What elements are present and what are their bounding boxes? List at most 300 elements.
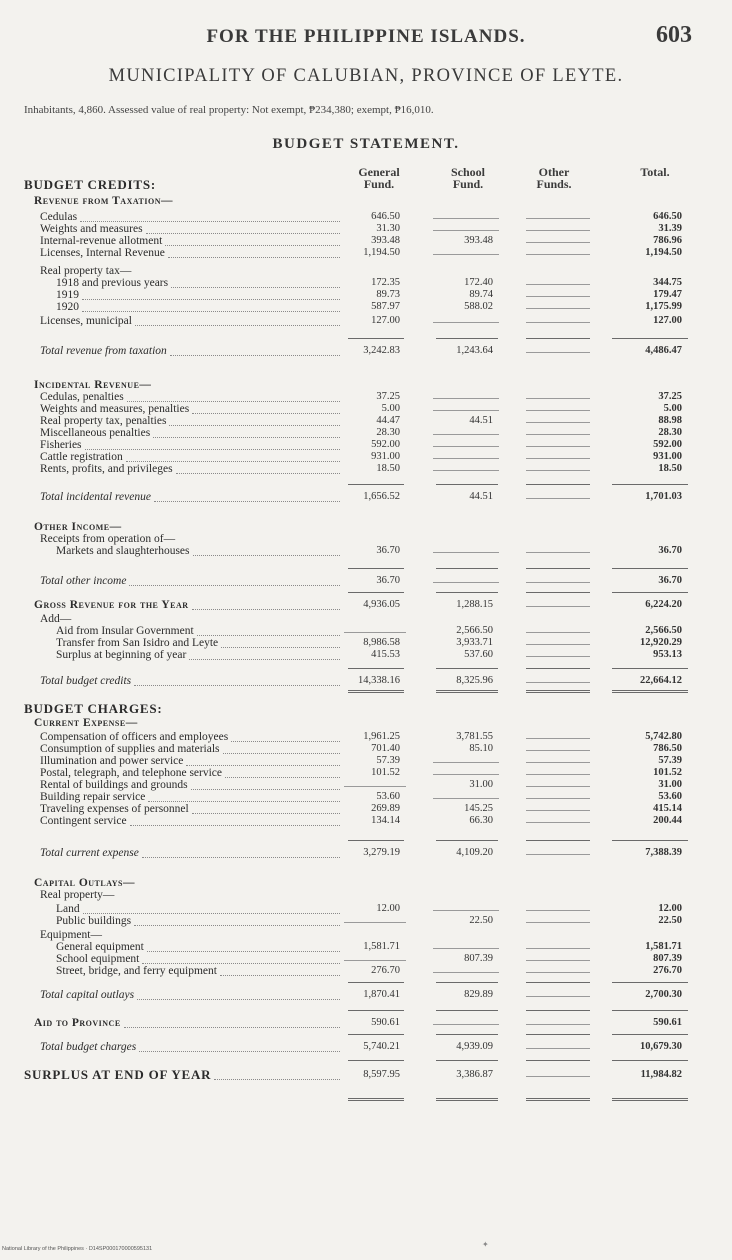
blank-other <box>526 738 590 739</box>
value-general: 5.00 <box>381 403 400 414</box>
value-total: 415.14 <box>653 803 682 814</box>
blank-other <box>526 682 590 683</box>
table-row <box>0 648 732 662</box>
row-label: Illumination and power service <box>40 755 184 767</box>
row-label: Aid from Insular Government <box>56 625 194 637</box>
blank-other <box>526 470 590 471</box>
value-total: 57.39 <box>658 755 682 766</box>
value-total: 12.00 <box>658 903 682 914</box>
dot-leader <box>176 473 340 474</box>
municipality-title: MUNICIPALITY OF CALUBIAN, PROVINCE OF LEYTE. <box>108 66 624 86</box>
blank-other <box>526 410 590 411</box>
blank-school <box>433 762 499 763</box>
row-label: Consumption of supplies and materials <box>40 743 220 755</box>
blank-other <box>526 762 590 763</box>
blank-school <box>433 948 499 949</box>
value-general: 393.48 <box>371 235 400 246</box>
value-school: 172.40 <box>464 277 493 288</box>
blank-school <box>433 552 499 553</box>
row-label: Rental of buildings and grounds <box>40 779 188 791</box>
value-school: 807.39 <box>464 953 493 964</box>
row-label: Real property tax— <box>40 265 132 277</box>
value-general: 127.00 <box>371 315 400 326</box>
sum-rule <box>436 592 498 593</box>
blank-school <box>433 230 499 231</box>
value-general: 53.60 <box>376 791 400 802</box>
blank-other <box>526 606 590 607</box>
value-general: 931.00 <box>371 451 400 462</box>
table-row <box>0 914 732 928</box>
value-general: 57.39 <box>376 755 400 766</box>
sum-rule <box>612 840 688 841</box>
dot-leader <box>192 609 340 610</box>
blank-school <box>433 798 499 799</box>
value-total: 127.00 <box>653 315 682 326</box>
row-label: Public buildings <box>56 915 132 927</box>
dot-leader <box>220 975 340 976</box>
row-label: SURPLUS AT END OF YEAR <box>24 1067 212 1082</box>
blank-other <box>526 750 590 751</box>
dot-leader <box>139 1051 340 1052</box>
table-row <box>0 814 732 828</box>
sum-rule <box>348 1098 404 1101</box>
blank-school <box>433 218 499 219</box>
value-school: 44.51 <box>469 415 493 426</box>
sum-rule <box>348 982 404 983</box>
value-general: 5,740.21 <box>363 1041 400 1052</box>
value-school: 4,109.20 <box>456 847 493 858</box>
value-school: 2,566.50 <box>456 625 493 636</box>
blank-other <box>526 322 590 323</box>
row-label: Surplus at beginning of year <box>56 649 187 661</box>
value-general: 1,581.71 <box>363 941 400 952</box>
value-school: 44.51 <box>469 491 493 502</box>
sum-rule <box>348 338 404 339</box>
blank-other <box>526 254 590 255</box>
col-school: School Fund. <box>450 165 485 191</box>
blank-other <box>526 960 590 961</box>
table-row <box>0 964 732 978</box>
total-row <box>0 1040 732 1054</box>
sum-rule <box>526 1034 590 1035</box>
value-total: 276.70 <box>653 965 682 976</box>
value-total: 36.70 <box>658 575 682 586</box>
row-label: Rents, profits, and privileges <box>40 463 173 475</box>
row-label: Gross Revenue for the Year <box>34 599 189 611</box>
sum-rule <box>612 982 688 983</box>
sum-rule <box>436 690 498 693</box>
blank-other <box>526 296 590 297</box>
section-row <box>0 178 732 192</box>
row-label: Receipts from operation of— <box>40 533 176 545</box>
row-label: Miscellaneous penalties <box>40 427 151 439</box>
sum-rule <box>436 668 498 669</box>
section-row <box>0 702 732 716</box>
value-total: 11,984.82 <box>640 1069 682 1080</box>
sum-rule <box>436 1098 498 1101</box>
value-school: 31.00 <box>469 779 493 790</box>
dot-leader <box>137 999 340 1000</box>
value-total: 807.39 <box>653 953 682 964</box>
sum-rule <box>526 690 590 693</box>
blank-other <box>526 352 590 353</box>
sum-rule <box>348 690 404 693</box>
blank-other <box>526 774 590 775</box>
table-row <box>0 246 732 260</box>
value-total: 953.13 <box>653 649 682 660</box>
table-row <box>0 314 732 328</box>
value-total: 592.00 <box>653 439 682 450</box>
sum-rule <box>526 1060 590 1061</box>
row-label: 1918 and previous years <box>56 277 169 289</box>
value-school: 89.74 <box>469 289 493 300</box>
row-label: Street, bridge, and ferry equipment <box>56 965 217 977</box>
value-general: 269.89 <box>371 803 400 814</box>
value-general: 1,194.50 <box>363 247 400 258</box>
dot-leader <box>82 311 340 312</box>
blank-other <box>526 308 590 309</box>
row-label: Total incidental revenue <box>40 491 151 503</box>
table-row <box>0 462 732 476</box>
value-general: 4,936.05 <box>363 599 400 610</box>
blank-other <box>526 922 590 923</box>
blank-other <box>526 398 590 399</box>
blank-general <box>344 960 406 961</box>
blank-other <box>526 242 590 243</box>
row-label: Traveling expenses of personnel <box>40 803 189 815</box>
population-line: Inhabitants, 4,860. Assessed value of real property: Not exempt, ₱234,380; exempt, ₱16,010. <box>24 104 434 116</box>
total-row <box>0 674 732 688</box>
blank-school <box>433 582 499 583</box>
sum-rule <box>526 1098 590 1101</box>
value-school: 3,386.87 <box>456 1069 493 1080</box>
value-general: 276.70 <box>371 965 400 976</box>
sum-rule <box>348 484 404 485</box>
row-label: General equipment <box>56 941 144 953</box>
blank-other <box>526 1076 590 1077</box>
sum-rule <box>612 1010 688 1011</box>
row-label: Aid to Province <box>34 1017 121 1029</box>
value-school: 1,288.15 <box>456 599 493 610</box>
statement-title: BUDGET STATEMENT. <box>272 136 460 152</box>
blank-other <box>526 972 590 973</box>
value-general: 172.35 <box>371 277 400 288</box>
value-school: 393.48 <box>464 235 493 246</box>
total-row <box>0 846 732 860</box>
value-school: 8,325.96 <box>456 675 493 686</box>
blank-other <box>526 230 590 231</box>
value-general: 415.53 <box>371 649 400 660</box>
blank-school <box>433 1024 499 1025</box>
total-row <box>0 344 732 358</box>
dot-leader <box>154 501 340 502</box>
value-total: 786.96 <box>653 235 682 246</box>
sum-rule <box>526 568 590 569</box>
blank-school <box>433 434 499 435</box>
dot-leader <box>134 685 340 686</box>
sum-rule <box>436 1034 498 1035</box>
row-label: 1920 <box>56 301 79 313</box>
value-school: 22.50 <box>469 915 493 926</box>
sum-rule <box>348 1010 404 1011</box>
value-general: 3,279.19 <box>363 847 400 858</box>
sum-rule <box>612 1060 688 1061</box>
blank-general <box>344 632 406 633</box>
row-label: Land <box>56 903 80 915</box>
sum-rule <box>526 840 590 841</box>
value-general: 590.61 <box>371 1017 400 1028</box>
value-total: 5,742.80 <box>645 731 682 742</box>
sum-rule <box>436 568 498 569</box>
value-total: 53.60 <box>658 791 682 802</box>
sum-rule <box>348 1060 404 1061</box>
footer-note: National Library of the Philippines · D14SP000170000595131 <box>2 1246 153 1252</box>
value-general: 31.30 <box>376 223 400 234</box>
blank-other <box>526 632 590 633</box>
blank-general <box>344 786 406 787</box>
value-general: 646.50 <box>371 211 400 222</box>
row-label: Weights and measures <box>40 223 143 235</box>
value-school: 3,781.55 <box>456 731 493 742</box>
section-row <box>0 1016 732 1030</box>
value-school: 588.02 <box>464 301 493 312</box>
page-header <box>0 22 732 56</box>
value-general: 1,656.52 <box>363 491 400 502</box>
row-label: Markets and slaughterhouses <box>56 545 190 557</box>
value-school: 4,939.09 <box>456 1041 493 1052</box>
value-general: 8,986.58 <box>363 637 400 648</box>
value-total: 2,566.50 <box>645 625 682 636</box>
value-general: 12.00 <box>376 903 400 914</box>
dot-leader <box>168 257 340 258</box>
row-label: Total other income <box>40 575 127 587</box>
sum-rule <box>348 840 404 841</box>
table-row <box>0 888 732 902</box>
row-label: Real property— <box>40 889 115 901</box>
dot-leader <box>193 555 340 556</box>
row-label: Total current expense <box>40 847 139 859</box>
blank-other <box>526 948 590 949</box>
sum-rule <box>436 840 498 841</box>
blank-other <box>526 644 590 645</box>
sum-rule <box>526 592 590 593</box>
value-total: 1,194.50 <box>645 247 682 258</box>
value-school: 3,933.71 <box>456 637 493 648</box>
total-row <box>0 988 732 1002</box>
blank-other <box>526 810 590 811</box>
value-general: 101.52 <box>371 767 400 778</box>
row-label: Cedulas <box>40 211 78 223</box>
value-total: 22,664.12 <box>640 675 682 686</box>
value-general: 701.40 <box>371 743 400 754</box>
sum-rule <box>436 1060 498 1061</box>
dot-leader <box>214 1079 340 1080</box>
value-total: 88.98 <box>658 415 682 426</box>
sum-rule <box>526 982 590 983</box>
section-row <box>0 716 732 730</box>
value-total: 12,920.29 <box>640 637 682 648</box>
value-school: 829.89 <box>464 989 493 1000</box>
sum-rule <box>526 1010 590 1011</box>
value-total: 10,679.30 <box>640 1041 682 1052</box>
col-other: Other Funds. <box>536 165 572 191</box>
value-general: 592.00 <box>371 439 400 450</box>
blank-school <box>433 410 499 411</box>
blank-other <box>526 422 590 423</box>
value-total: 7,388.39 <box>645 847 682 858</box>
blank-other <box>526 656 590 657</box>
value-school: 145.25 <box>464 803 493 814</box>
blank-school <box>433 446 499 447</box>
value-total: 179.47 <box>653 289 682 300</box>
value-total: 1,581.71 <box>645 941 682 952</box>
blank-school <box>433 398 499 399</box>
row-label: Total capital outlays <box>40 989 135 1001</box>
value-general: 1,961.25 <box>363 731 400 742</box>
row-label: Cedulas, penalties <box>40 391 124 403</box>
sum-rule <box>348 592 404 593</box>
value-total: 18.50 <box>658 463 682 474</box>
blank-school <box>433 458 499 459</box>
running-title: FOR THE PHILIPPINE ISLANDS. <box>206 26 526 47</box>
value-general: 14,338.16 <box>358 675 400 686</box>
blank-other <box>526 1048 590 1049</box>
row-label: Current Expense— <box>34 717 138 729</box>
value-total: 31.39 <box>658 223 682 234</box>
dot-leader <box>170 355 340 356</box>
row-label: Total budget charges <box>40 1041 137 1053</box>
total-row <box>0 490 732 504</box>
row-label: BUDGET CREDITS: <box>24 177 157 192</box>
sum-rule <box>348 668 404 669</box>
row-label: Contingent service <box>40 815 127 827</box>
section-row <box>0 1068 732 1082</box>
value-total: 786.50 <box>653 743 682 754</box>
value-general: 36.70 <box>376 575 400 586</box>
page-number: 603 <box>656 22 692 48</box>
value-total: 37.25 <box>658 391 682 402</box>
dot-leader <box>124 1027 340 1028</box>
row-label: Incidental Revenue— <box>34 379 152 391</box>
blank-school <box>433 322 499 323</box>
value-total: 28.30 <box>658 427 682 438</box>
row-label: Total budget credits <box>40 675 132 687</box>
value-school: 85.10 <box>469 743 493 754</box>
table-row <box>0 300 732 314</box>
row-label: Add— <box>40 613 72 625</box>
col-general: General Fund. <box>358 165 400 191</box>
dot-leader <box>142 857 340 858</box>
value-general: 18.50 <box>376 463 400 474</box>
value-total: 646.50 <box>653 211 682 222</box>
sum-rule <box>436 484 498 485</box>
sum-rule <box>612 690 688 693</box>
blank-other <box>526 284 590 285</box>
row-label: Weights and measures, penalties <box>40 403 190 415</box>
value-total: 4,486.47 <box>645 345 682 356</box>
dot-leader <box>134 925 340 926</box>
blank-other <box>526 458 590 459</box>
row-label: Fisheries <box>40 439 82 451</box>
blank-school <box>433 910 499 911</box>
value-total: 101.52 <box>653 767 682 778</box>
row-label: Postal, telegraph, and telephone service <box>40 767 223 779</box>
blank-other <box>526 910 590 911</box>
value-general: 37.25 <box>376 391 400 402</box>
value-general: 134.14 <box>371 815 400 826</box>
value-total: 2,700.30 <box>645 989 682 1000</box>
total-row <box>0 574 732 588</box>
sum-rule <box>612 484 688 485</box>
blank-other <box>526 996 590 997</box>
sum-rule <box>612 592 688 593</box>
value-general: 89.73 <box>376 289 400 300</box>
table-row <box>0 544 732 558</box>
row-label: Internal-revenue allotment <box>40 235 163 247</box>
blank-other <box>526 434 590 435</box>
blank-other <box>526 498 590 499</box>
blank-other <box>526 552 590 553</box>
value-total: 200.44 <box>653 815 682 826</box>
value-general: 28.30 <box>376 427 400 438</box>
value-general: 3,242.83 <box>363 345 400 356</box>
value-total: 31.00 <box>658 779 682 790</box>
row-label: Cattle registration <box>40 451 123 463</box>
row-label: BUDGET CHARGES: <box>24 701 163 716</box>
value-total: 344.75 <box>653 277 682 288</box>
blank-other <box>526 786 590 787</box>
value-general: 587.97 <box>371 301 400 312</box>
blank-school <box>433 470 499 471</box>
sum-rule <box>526 484 590 485</box>
value-total: 1,175.99 <box>645 301 682 312</box>
row-label: Real property tax, penalties <box>40 415 167 427</box>
value-general: 44.47 <box>376 415 400 426</box>
blank-school <box>433 254 499 255</box>
blank-other <box>526 582 590 583</box>
row-label: School equipment <box>56 953 140 965</box>
blank-school <box>433 774 499 775</box>
sum-rule <box>436 982 498 983</box>
blank-other <box>526 854 590 855</box>
row-label: 1919 <box>56 289 79 301</box>
value-total: 36.70 <box>658 545 682 556</box>
value-total: 590.61 <box>653 1017 682 1028</box>
row-label: Licenses, municipal <box>40 315 132 327</box>
sum-rule <box>612 568 688 569</box>
value-total: 931.00 <box>653 451 682 462</box>
row-label: Revenue from Taxation— <box>34 195 173 207</box>
dot-leader <box>189 659 340 660</box>
value-total: 5.00 <box>663 403 682 414</box>
row-label: Transfer from San Isidro and Leyte <box>56 637 219 649</box>
value-total: 22.50 <box>658 915 682 926</box>
blank-other <box>526 446 590 447</box>
sum-rule <box>348 568 404 569</box>
row-label: Other Income— <box>34 521 122 533</box>
value-school: 1,243.64 <box>456 345 493 356</box>
value-general: 8,597.95 <box>363 1069 400 1080</box>
row-label: Equipment— <box>40 929 102 941</box>
sum-rule <box>612 668 688 669</box>
sum-rule <box>612 338 688 339</box>
col-total: Total. <box>640 165 670 179</box>
row-label: Total revenue from taxation <box>40 345 167 357</box>
dot-leader <box>135 325 340 326</box>
sum-rule <box>612 1034 688 1035</box>
sum-rule <box>436 1010 498 1011</box>
section-row <box>0 598 732 612</box>
